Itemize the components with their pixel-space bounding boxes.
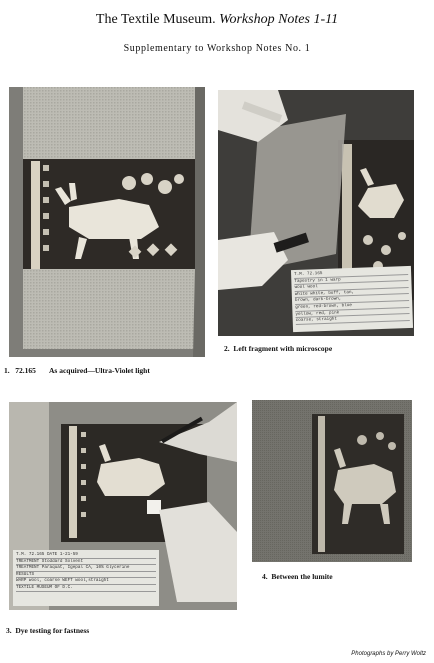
photo-1-graphic xyxy=(9,87,205,357)
photo-4-graphic xyxy=(252,400,412,562)
museum-name: The Textile Museum. xyxy=(95,12,216,27)
photo-credit: Photographs by Perry Woltz xyxy=(351,651,426,657)
photo-3-dye-testing xyxy=(9,402,237,610)
caption-2: 2. Left fragment with microscope xyxy=(224,344,333,353)
page-subtitle: Supplementary to Workshop Notes No. 1 xyxy=(123,43,311,54)
record-card-3: T.M. 72.165 DATE 1-21-59 TREATMENT Stoddard Solvent TREATMENT Paraquat, Igepal CA, 10% Glycerine RESULTS WARP wool, coarse WEFT wool,straight TEXTILE MUSEUM OF D.C. xyxy=(13,550,159,606)
caption-4: 4. Between the lumite xyxy=(262,572,333,581)
series-name: Workshop Notes 1-11 xyxy=(219,12,339,27)
caption-3: 3. Dye testing for fastness xyxy=(6,626,90,635)
photo-4-lumite xyxy=(252,400,412,562)
photo-1-textile-uv xyxy=(9,87,205,357)
caption-1: 1. 72.165 As acquired—Ultra-Violet light xyxy=(4,366,150,375)
photo-2-microscope xyxy=(218,90,414,336)
record-card-2: T.M. 72.165 Tapestry in 1 warp wool wool white white, buff, tan, brown, dark-brown, green, red-brown, blue yellow, red, pink coarse, straight xyxy=(291,266,413,332)
page-title xyxy=(0,12,434,28)
